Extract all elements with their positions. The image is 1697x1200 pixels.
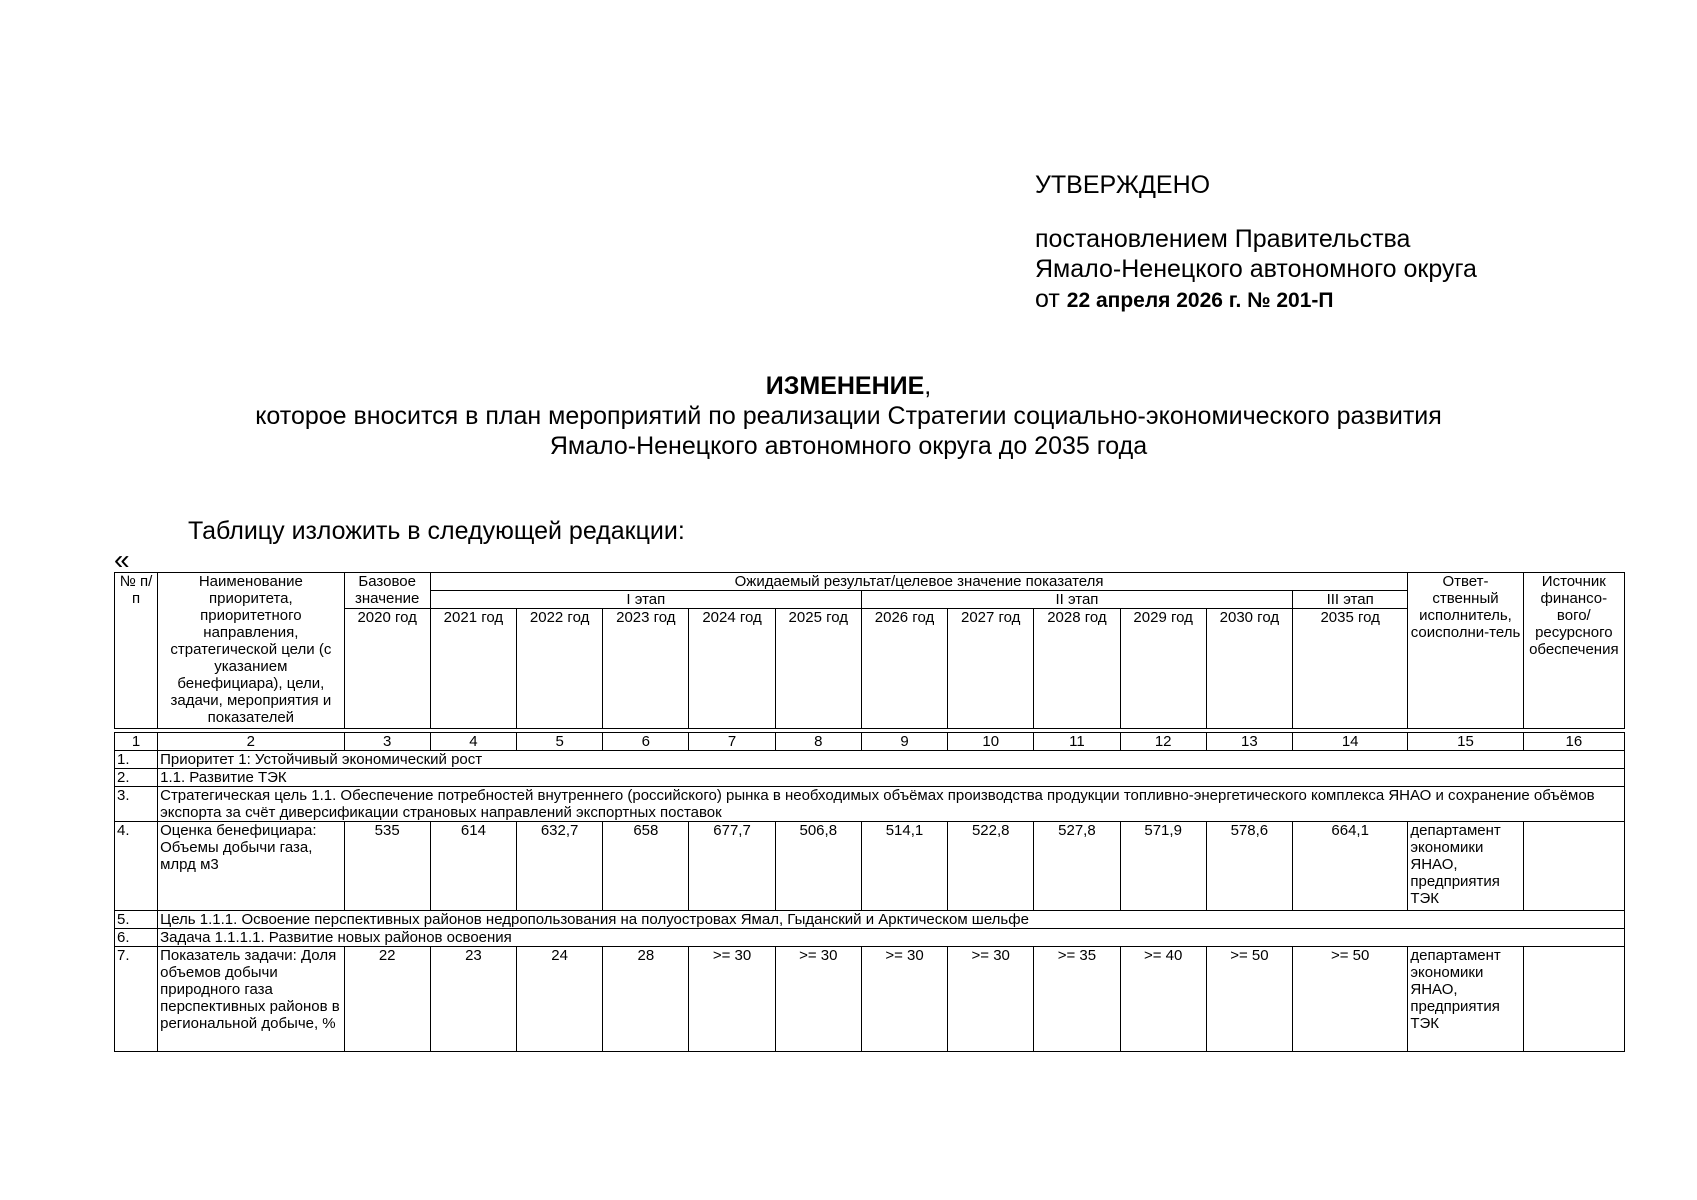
column-number: 6 <box>603 733 689 751</box>
title-line2: которое вносится в план мероприятий по реализации Стратегии социально-экономического развития <box>255 402 1442 430</box>
row-value: 664,1 <box>1292 822 1407 911</box>
table-row <box>115 769 1625 787</box>
header-base: Базовое значение <box>344 573 430 609</box>
column-number: 1 <box>115 733 158 751</box>
column-number: 15 <box>1408 733 1523 751</box>
column-number: 12 <box>1120 733 1206 751</box>
header-stage3: III этап <box>1292 591 1407 609</box>
row-responsible: департамент экономики ЯНАО, предприятия ТЭК <box>1408 822 1523 911</box>
table-row <box>115 947 1625 1052</box>
row-source <box>1523 822 1624 911</box>
row-value: >= 30 <box>861 947 947 1052</box>
row-value: 571,9 <box>1120 822 1206 911</box>
row-direction-text: 1.1. Развитие ТЭК <box>158 769 1625 787</box>
opening-quote: « <box>114 544 130 575</box>
row-responsible: департамент экономики ЯНАО, предприятия ТЭК <box>1408 947 1523 1052</box>
header-name: Наименование приоритета, приоритетного направления, стратегической цели (с указанием бенефициара), цели, задачи, мероприятия и показателей <box>158 573 344 729</box>
column-number: 7 <box>689 733 775 751</box>
approval-date-number: 22 апреля 2026 г. № 201-П <box>1066 289 1334 312</box>
column-number: 16 <box>1523 733 1624 751</box>
row-value: 578,6 <box>1206 822 1292 911</box>
row-value: 506,8 <box>775 822 861 911</box>
approval-line1: постановлением Правительства <box>1035 225 1411 253</box>
header-year: 2035 год <box>1292 609 1407 729</box>
row-value: 535 <box>344 822 430 911</box>
table-row <box>115 787 1625 822</box>
row-indicator-name: Оценка бенефициара: Объемы добычи газа, млрд м3 <box>158 822 344 911</box>
column-number: 14 <box>1292 733 1407 751</box>
header-year: 2025 год <box>775 609 861 729</box>
row-source <box>1523 947 1624 1052</box>
row-number: 4. <box>115 822 158 911</box>
column-number: 9 <box>861 733 947 751</box>
row-value: 22 <box>344 947 430 1052</box>
row-number: 5. <box>115 911 158 929</box>
column-number: 3 <box>344 733 430 751</box>
row-value: >= 30 <box>775 947 861 1052</box>
column-number: 8 <box>775 733 861 751</box>
row-value: 677,7 <box>689 822 775 911</box>
approval-stamp <box>1035 170 1477 316</box>
row-goal-text: Цель 1.1.1. Освоение перспективных районов недропользования на полуостровах Ямал, Гыданский и Арктическом шельфе <box>158 911 1625 929</box>
title-line3: Ямало-Ненецкого автономного округа до 2035 года <box>549 432 1148 460</box>
row-value: >= 30 <box>948 947 1034 1052</box>
row-value: 23 <box>430 947 516 1052</box>
row-value: 632,7 <box>517 822 603 911</box>
header-expected: Ожидаемый результат/целевое значение показателя <box>430 573 1408 591</box>
row-number: 1. <box>115 751 158 769</box>
row-value: >= 50 <box>1206 947 1292 1052</box>
header-year: 2022 год <box>517 609 603 729</box>
row-value: 24 <box>517 947 603 1052</box>
row-indicator-name: Показатель задачи: Доля объемов добычи природного газа перспективных районов в региональной добыче, % <box>158 947 344 1052</box>
column-number: 4 <box>430 733 516 751</box>
column-number: 11 <box>1034 733 1120 751</box>
column-number: 10 <box>948 733 1034 751</box>
row-value: >= 40 <box>1120 947 1206 1052</box>
title-heading-comma: , <box>924 372 932 400</box>
intro-text: Таблицу изложить в следующей редакции: <box>188 517 685 545</box>
header-year: 2027 год <box>948 609 1034 729</box>
header-row-1 <box>115 573 1625 591</box>
header-num: № п/п <box>115 573 158 729</box>
row-number: 7. <box>115 947 158 1052</box>
header-stage2: II этап <box>861 591 1292 609</box>
header-year: 2030 год <box>1206 609 1292 729</box>
header-year: 2026 год <box>861 609 947 729</box>
header-year: 2023 год <box>603 609 689 729</box>
header-year: 2021 год <box>430 609 516 729</box>
row-value: >= 35 <box>1034 947 1120 1052</box>
row-value: 28 <box>603 947 689 1052</box>
row-strategic-goal-text: Стратегическая цель 1.1. Обеспечение потребностей внутреннего (российского) рынка в необходимых объёмах производства продукции топливно-энергетического комплекса ЯНАО и сохранение объёмов экспорта за счёт диверсификации страновых направлений экспортных поставок <box>158 787 1625 822</box>
header-year: 2028 год <box>1034 609 1120 729</box>
table-row <box>115 751 1625 769</box>
row-value: >= 30 <box>689 947 775 1052</box>
row-value: 658 <box>603 822 689 911</box>
table-row <box>115 822 1625 911</box>
approval-date <box>1035 284 1477 316</box>
row-number: 6. <box>115 929 158 947</box>
column-numbers-row <box>115 733 1625 751</box>
header-responsible: Ответ-ственный исполнитель, соисполни-тель <box>1408 573 1523 729</box>
document-title <box>0 371 1697 461</box>
header-year: 2024 год <box>689 609 775 729</box>
approval-line2: Ямало-Ненецкого автономного округа <box>1035 255 1477 283</box>
header-year: 2020 год <box>344 609 430 729</box>
row-priority-text: Приоритет 1: Устойчивый экономический рост <box>158 751 1625 769</box>
approval-label: УТВЕРЖДЕНО <box>1035 171 1211 199</box>
header-source: Источник финансо-вого/ ресурсного обеспечения <box>1523 573 1624 729</box>
header-stage1: I этап <box>430 591 861 609</box>
approval-date-prefix: от <box>1035 285 1060 313</box>
row-value: 522,8 <box>948 822 1034 911</box>
column-number: 13 <box>1206 733 1292 751</box>
row-task-text: Задача 1.1.1.1. Развитие новых районов освоения <box>158 929 1625 947</box>
plan-table <box>114 572 1625 1052</box>
row-value: 514,1 <box>861 822 947 911</box>
row-value: 527,8 <box>1034 822 1120 911</box>
table-row <box>115 929 1625 947</box>
column-number: 5 <box>517 733 603 751</box>
header-year: 2029 год <box>1120 609 1206 729</box>
row-value: >= 50 <box>1292 947 1407 1052</box>
table-row <box>115 911 1625 929</box>
title-heading-line <box>0 371 1697 401</box>
row-number: 2. <box>115 769 158 787</box>
title-heading: ИЗМЕНЕНИЕ <box>765 372 925 400</box>
column-number: 2 <box>158 733 344 751</box>
row-value: 614 <box>430 822 516 911</box>
row-number: 3. <box>115 787 158 822</box>
